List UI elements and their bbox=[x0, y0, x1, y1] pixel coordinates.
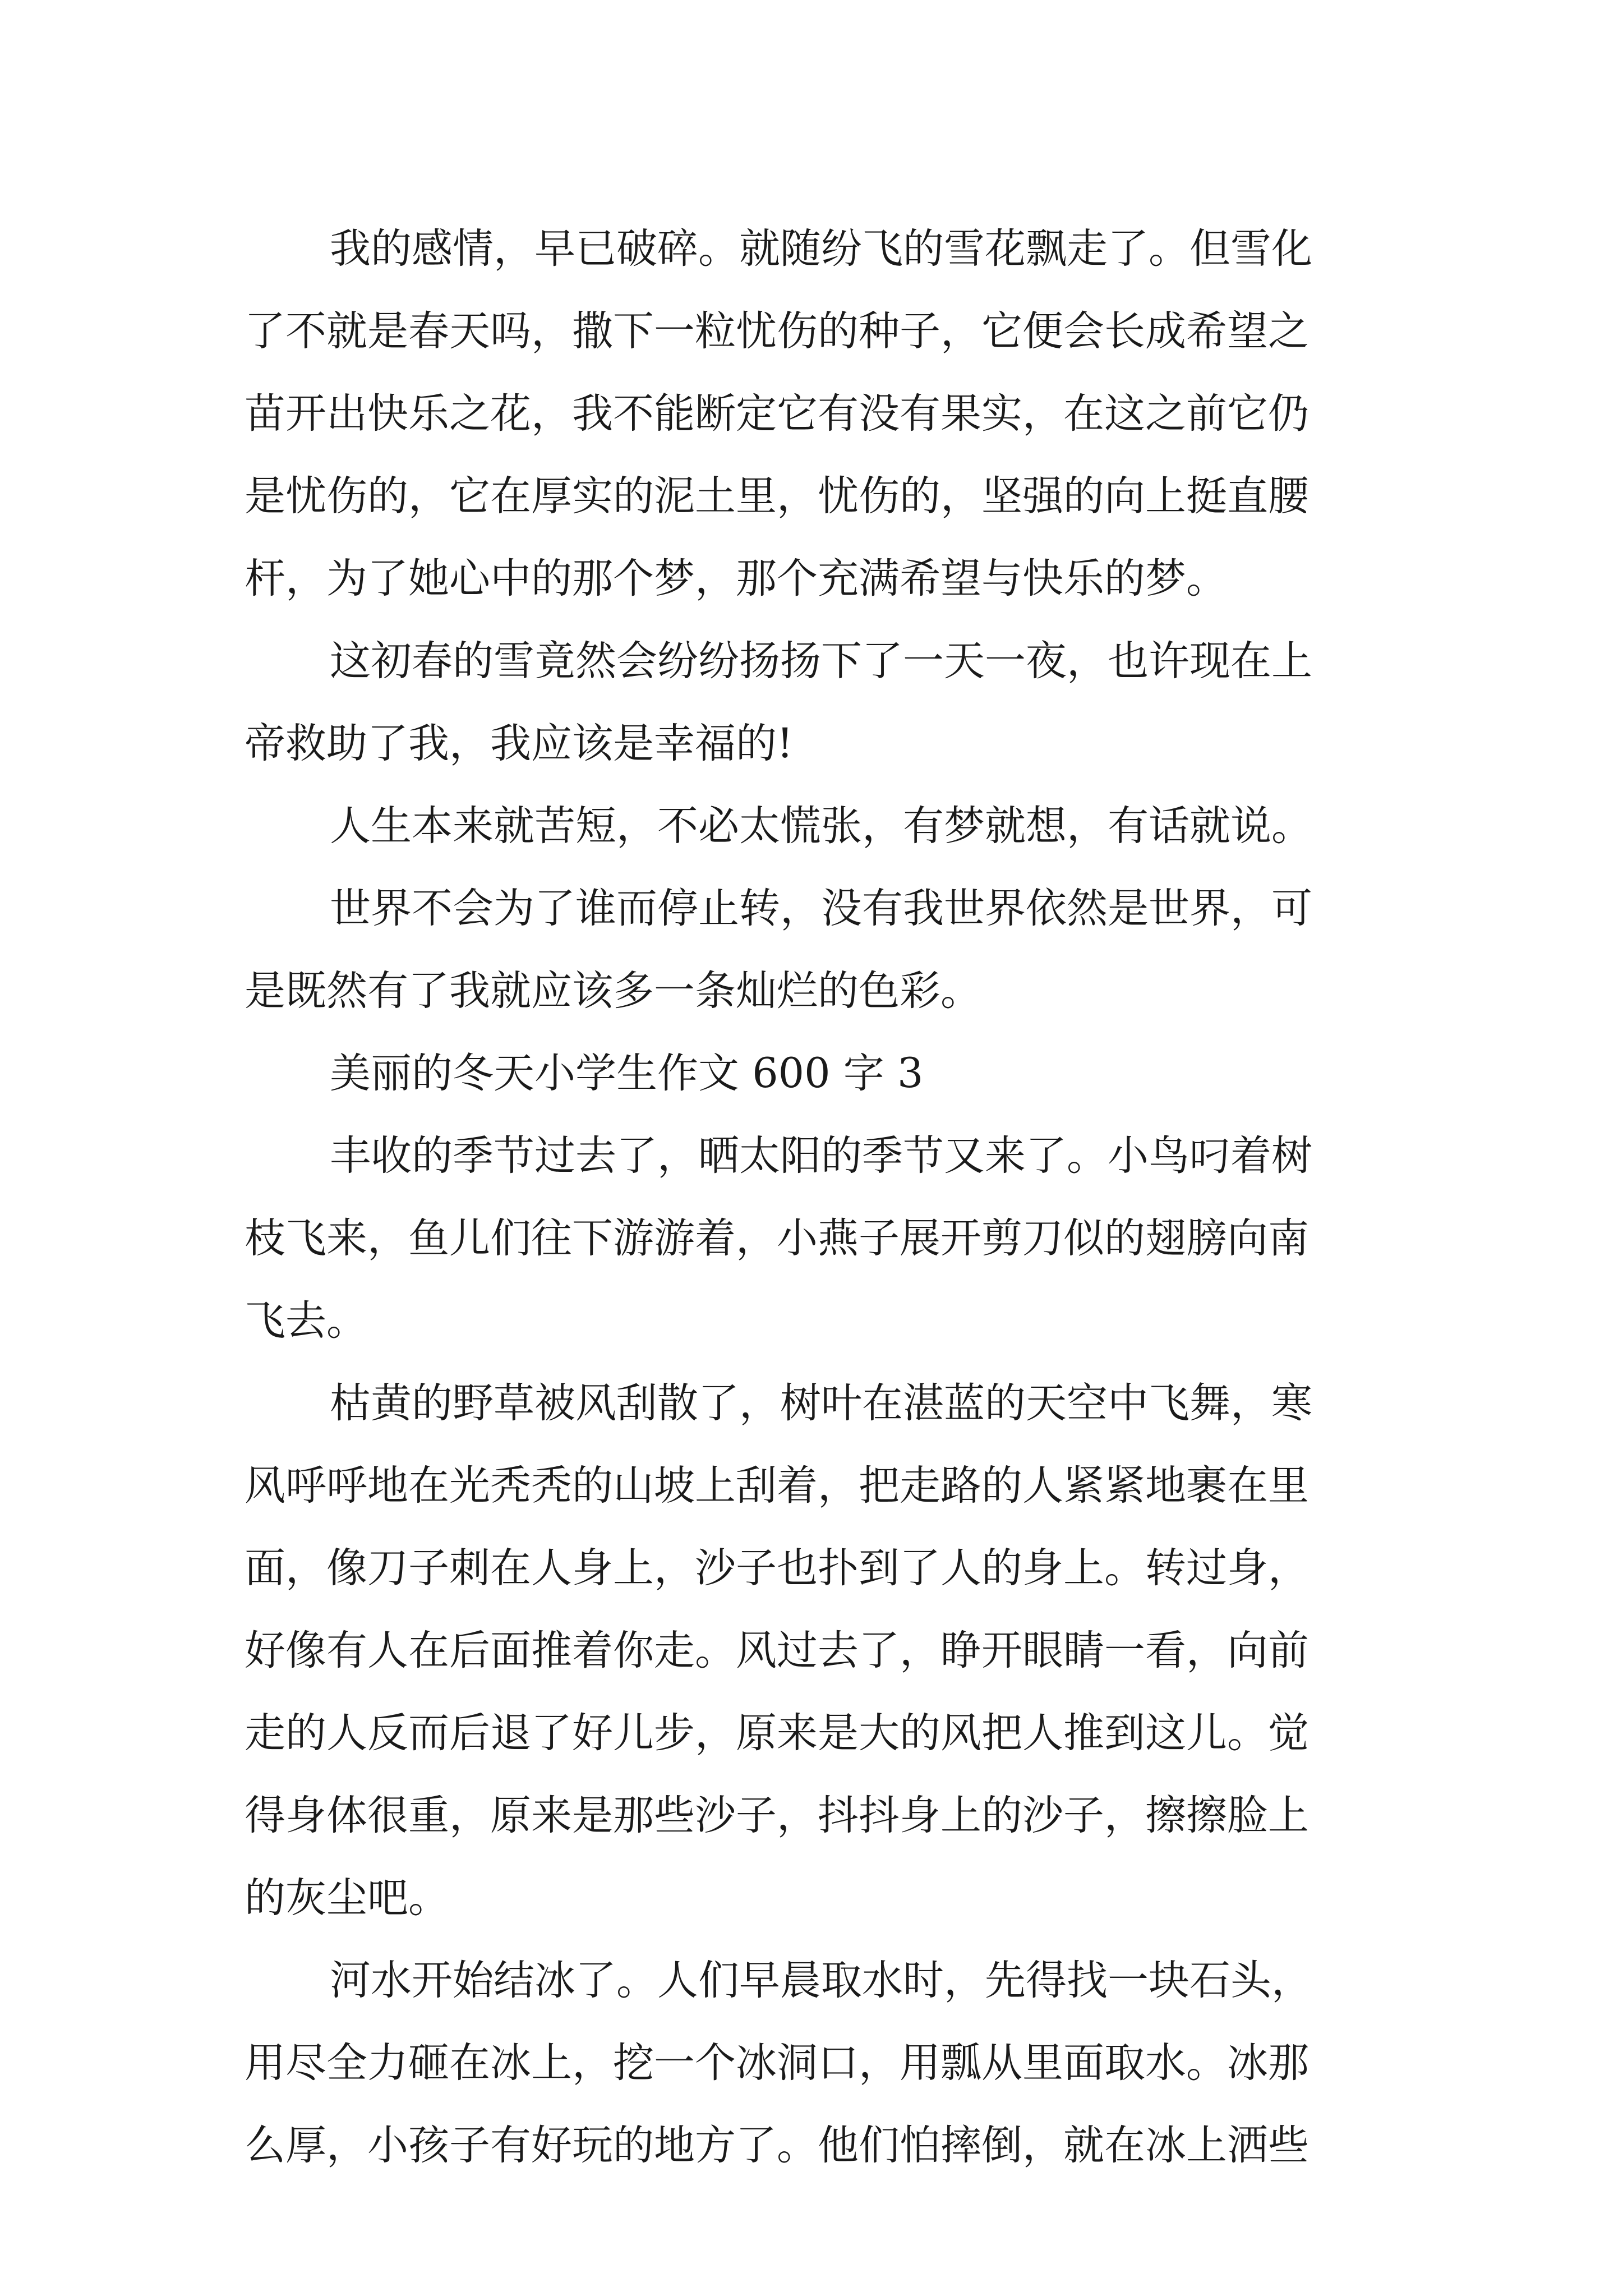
text-line: 河水开始结冰了。人们早晨取水时，先得找一块石头， bbox=[330, 1957, 1312, 2004]
text-line: 好像有人在后面推着你走。风过去了，睁开眼睛一看，向前 bbox=[245, 1627, 1309, 1674]
text-line: 得身体很重，原来是那些沙子，抖抖身上的沙子，擦擦脸上 bbox=[245, 1792, 1309, 1839]
text-line: 丰收的季节过去了，晒太阳的季节又来了。小鸟叼着树 bbox=[330, 1132, 1312, 1180]
text-line: 了不就是春天吗，撒下一粒忧伤的种子，它便会长成希望之 bbox=[245, 307, 1309, 355]
text-line: 么厚，小孩子有好玩的地方了。他们怕摔倒，就在冰上洒些 bbox=[245, 2122, 1309, 2169]
paragraph bbox=[245, 208, 1389, 620]
paragraph bbox=[245, 1115, 1389, 1362]
text-line: 面，像刀子刺在人身上，沙子也扑到了人的身上。转过身， bbox=[245, 1544, 1309, 1592]
document-body bbox=[245, 208, 1389, 2187]
text-line: 杆，为了她心中的那个梦，那个充满希望与快乐的梦。 bbox=[245, 555, 1227, 602]
paragraph bbox=[245, 620, 1389, 785]
heading-line: 美丽的冬天小学生作文 600 字 3 bbox=[330, 1050, 924, 1097]
text-line: 世界不会为了谁而停止转，没有我世界依然是世界，可 bbox=[330, 885, 1312, 932]
text-line: 我的感情，早已破碎。就随纷飞的雪花飘走了。但雪化 bbox=[330, 225, 1312, 273]
text-line: 苗开出快乐之花，我不能断定它有没有果实，在这之前它仍 bbox=[245, 390, 1309, 438]
text-line: 飞去。 bbox=[245, 1297, 367, 1345]
text-line: 走的人反而后退了好儿步，原来是大的风把人推到这儿。觉 bbox=[245, 1709, 1309, 1757]
paragraph bbox=[245, 785, 1389, 867]
text-line: 人生本来就苦短，不必太慌张，有梦就想，有话就说。 bbox=[330, 802, 1312, 850]
section-heading bbox=[245, 1032, 1389, 1115]
text-line: 帝救助了我，我应该是幸福的! bbox=[245, 720, 794, 767]
text-line: 枝飞来，鱼儿们往下游游着，小燕子展开剪刀似的翅膀向南 bbox=[245, 1214, 1309, 1262]
paragraph bbox=[245, 1939, 1389, 2187]
text-line: 是既然有了我就应该多一条灿烂的色彩。 bbox=[245, 967, 981, 1015]
text-line: 的灰尘吧。 bbox=[245, 1874, 449, 1922]
text-line: 是忧伤的，它在厚实的泥土里，忧伤的，坚强的向上挺直腰 bbox=[245, 472, 1309, 520]
text-line: 这初春的雪竟然会纷纷扬扬下了一天一夜，也许现在上 bbox=[330, 637, 1312, 685]
paragraph bbox=[245, 867, 1389, 1032]
text-line: 用尽全力砸在冰上，挖一个冰洞口，用瓢从里面取水。冰那 bbox=[245, 2039, 1309, 2087]
text-line: 风呼呼地在光秃秃的山坡上刮着，把走路的人紧紧地裹在里 bbox=[245, 1462, 1309, 1510]
text-line: 枯黄的野草被风刮散了，树叶在湛蓝的天空中飞舞，寒 bbox=[330, 1379, 1312, 1427]
paragraph bbox=[245, 1362, 1389, 1939]
